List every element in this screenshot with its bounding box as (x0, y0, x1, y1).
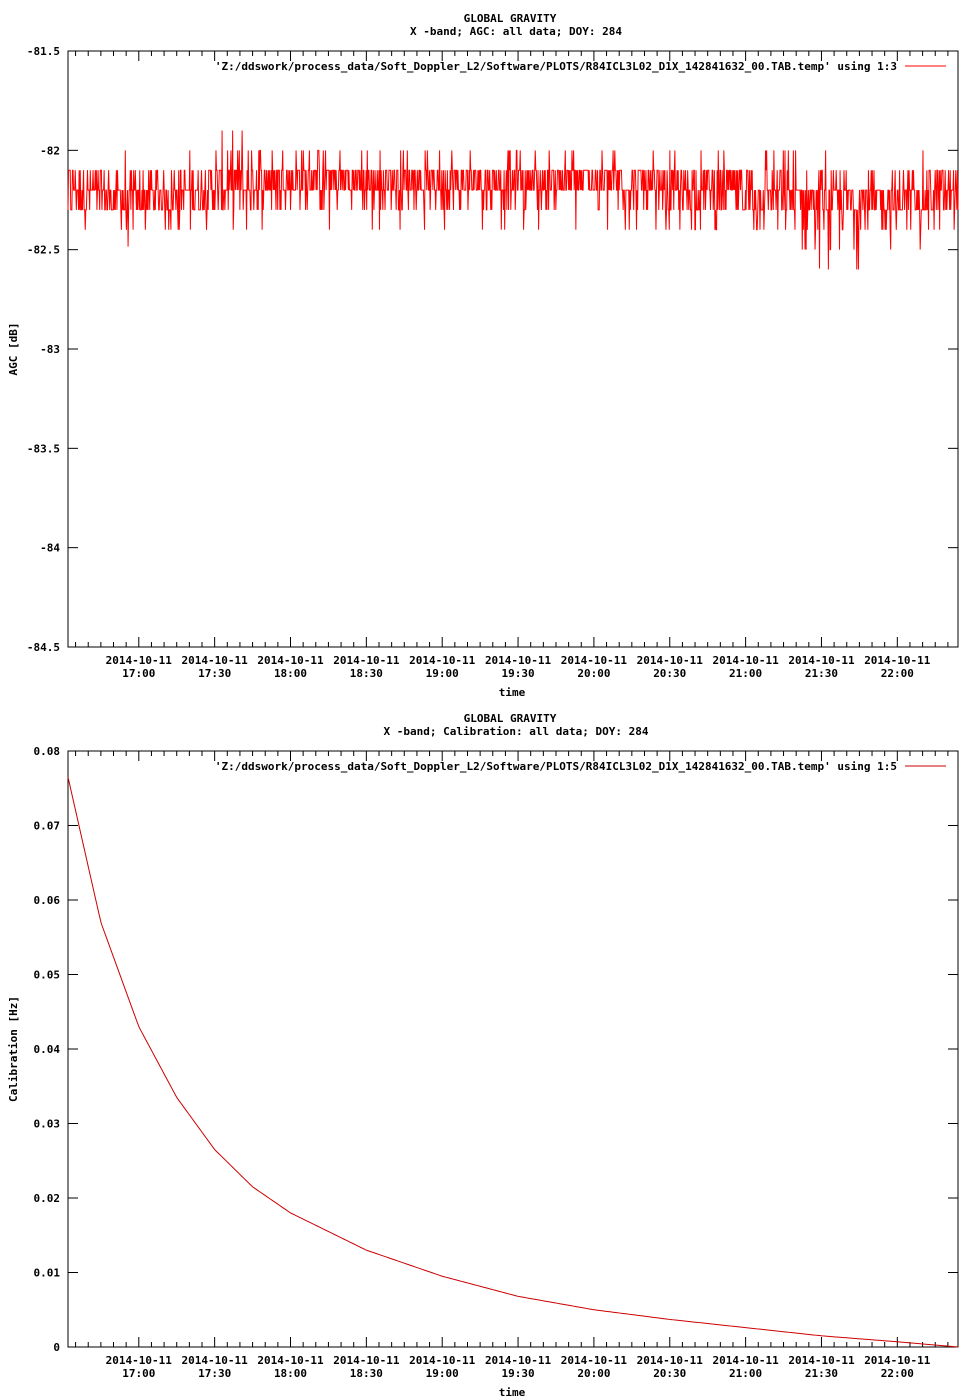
agc-x-tick-time: 18:00 (273, 667, 308, 680)
calibration-x-tick-time: 19:00 (425, 1367, 459, 1380)
agc-y-tick-label: -81.5 (26, 45, 60, 58)
agc-x-tick-time: 21:30 (804, 667, 839, 680)
calibration-x-tick-time: 21:30 (804, 1367, 839, 1380)
agc-x-tick-date: 2014-10-11 (105, 654, 172, 667)
calibration-x-tick-time: 18:30 (349, 1367, 383, 1380)
agc-y-tick-label: -84.5 (26, 641, 60, 654)
calibration-x-tick-time: 17:00 (122, 1367, 156, 1380)
agc-x-tick-date: 2014-10-11 (560, 654, 628, 667)
agc-y-tick-label: -82.5 (26, 243, 60, 257)
agc-x-tick-time: 20:30 (653, 667, 687, 680)
calibration-x-tick-date: 2014-10-11 (864, 1354, 931, 1367)
agc-x-tick-date: 2014-10-11 (864, 654, 931, 667)
agc-x-tick-date: 2014-10-11 (333, 654, 400, 667)
calibration-x-tick-time: 18:00 (273, 1367, 308, 1380)
calibration-y-tick-label: 0.02 (33, 1192, 60, 1205)
agc-plot-frame (68, 51, 958, 647)
agc-x-tick-date: 2014-10-11 (788, 654, 855, 667)
agc-x-tick-time: 20:00 (577, 667, 611, 680)
agc-y-tick-label: -83.5 (26, 442, 60, 456)
agc-legend (215, 60, 946, 73)
calibration-y-tick-label: 0.01 (33, 1266, 60, 1280)
calibration-x-tick-date: 2014-10-11 (257, 1354, 324, 1367)
calibration-legend (215, 760, 946, 773)
agc-chart (7, 12, 958, 699)
agc-y-tick-label: -82 (40, 144, 60, 158)
agc-x-axis (76, 51, 948, 680)
agc-chart-subtitle: X -band; AGC: all data; DOY: 284 (410, 25, 622, 38)
agc-y-tick-label: -84 (40, 541, 60, 555)
agc-x-tick-time: 21:00 (729, 667, 763, 680)
calibration-x-tick-date: 2014-10-11 (484, 1354, 552, 1367)
agc-x-tick-time: 17:00 (122, 667, 156, 680)
calibration-y-tick-label: 0.04 (33, 1043, 60, 1056)
agc-legend-label: 'Z:/ddswork/process_data/Soft_Doppler_L2/Software/PLOTS/R84ICL3L02_D1X_142841632_00.TAB.temp' using 1:3 (214, 60, 897, 73)
calibration-x-tick-time: 19:30 (501, 1367, 535, 1380)
agc-y-tick-label: -83 (40, 343, 60, 356)
calibration-x-tick-date: 2014-10-11 (181, 1354, 248, 1367)
calibration-chart-title: GLOBAL GRAVITY (463, 712, 557, 725)
calibration-x-tick-time: 21:00 (729, 1367, 763, 1380)
calibration-chart (7, 712, 958, 1399)
calibration-y-tick-label: 0.06 (33, 894, 60, 907)
calibration-series-line (68, 777, 958, 1347)
agc-x-tick-time: 17:30 (198, 667, 232, 680)
calibration-y-tick-label: 0.05 (33, 968, 60, 982)
agc-x-tick-date: 2014-10-11 (484, 654, 552, 667)
agc-x-tick-date: 2014-10-11 (409, 654, 476, 667)
agc-x-tick-date: 2014-10-11 (181, 654, 248, 667)
calibration-legend-label: 'Z:/ddswork/process_data/Soft_Doppler_L2/Software/PLOTS/R84ICL3L02_D1X_142841632_00.TAB.temp' using 1:5 (214, 760, 897, 773)
calibration-y-axis (34, 745, 959, 1354)
agc-series-line (68, 130, 958, 269)
agc-x-tick-date: 2014-10-11 (712, 654, 779, 667)
calibration-x-tick-time: 20:30 (653, 1367, 687, 1380)
calibration-x-tick-date: 2014-10-11 (788, 1354, 855, 1367)
calibration-x-tick-time: 20:00 (577, 1367, 611, 1380)
agc-x-tick-time: 19:00 (425, 667, 459, 680)
calibration-y-tick-label: 0 (53, 1341, 60, 1354)
calibration-chart-subtitle: X -band; Calibration: all data; DOY: 284 (383, 725, 649, 738)
agc-y-axis-label: AGC [dB] (7, 322, 20, 376)
agc-x-tick-time: 18:30 (349, 667, 383, 680)
calibration-x-tick-date: 2014-10-11 (636, 1354, 703, 1367)
calibration-x-tick-date: 2014-10-11 (105, 1354, 172, 1367)
agc-x-axis-label: time (498, 686, 526, 699)
agc-x-tick-time: 22:00 (880, 667, 914, 680)
calibration-x-axis-label: time (498, 1386, 526, 1399)
calibration-y-axis-label: Calibration [Hz] (7, 996, 20, 1102)
agc-chart-title: GLOBAL GRAVITY (463, 12, 557, 25)
calibration-x-tick-date: 2014-10-11 (712, 1354, 779, 1367)
agc-x-tick-date: 2014-10-11 (636, 654, 703, 667)
calibration-y-tick-label: 0.07 (33, 819, 60, 833)
agc-x-tick-time: 19:30 (501, 667, 535, 680)
calibration-x-tick-time: 17:30 (198, 1367, 232, 1380)
agc-y-axis (27, 45, 958, 654)
calibration-x-tick-date: 2014-10-11 (409, 1354, 476, 1367)
calibration-x-tick-time: 22:00 (880, 1367, 914, 1380)
calibration-plot-frame (68, 751, 958, 1347)
calibration-x-tick-date: 2014-10-11 (560, 1354, 628, 1367)
calibration-x-tick-date: 2014-10-11 (333, 1354, 400, 1367)
calibration-y-tick-label: 0.03 (33, 1117, 60, 1131)
calibration-x-axis (76, 751, 948, 1380)
agc-x-tick-date: 2014-10-11 (257, 654, 324, 667)
calibration-y-tick-label: 0.08 (33, 745, 60, 758)
